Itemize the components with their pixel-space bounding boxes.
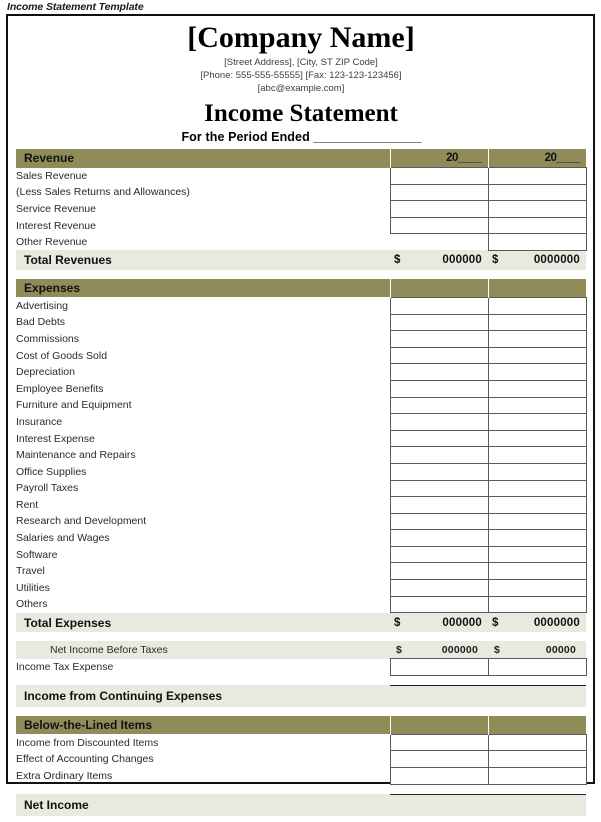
expense-item-label: Advertising xyxy=(16,299,68,312)
expense-item-10-year2-cell[interactable] xyxy=(488,463,586,480)
expense-item-1-year1-cell[interactable] xyxy=(390,314,488,331)
expenses-header-label: Expenses xyxy=(16,279,390,298)
spacer-cell xyxy=(16,707,390,716)
template-tag: Income Statement Template xyxy=(7,1,144,13)
document-inner xyxy=(16,16,586,822)
net-income-underline-row xyxy=(16,816,586,822)
expense-item-label: Insurance xyxy=(16,415,63,428)
expense-item-label: Employee Benefits xyxy=(16,382,104,395)
spacer-cell xyxy=(390,632,488,641)
period-ended-label: For the Period Ended xyxy=(181,130,310,144)
table-row xyxy=(16,331,586,348)
spacer-cell xyxy=(16,784,390,794)
table-row xyxy=(16,364,586,381)
expense-item-label: Maintenance and Repairs xyxy=(16,449,136,462)
net-income-year1 xyxy=(390,794,488,816)
below-the-line-header-year1 xyxy=(390,716,488,735)
spacer-row-with-rule xyxy=(16,675,586,685)
expense-item-label: Others xyxy=(16,598,48,611)
net-income-before-taxes-row xyxy=(16,641,586,659)
total-expenses-year1-value: 000000 xyxy=(442,616,482,629)
table-row xyxy=(16,768,586,785)
net-income-before-taxes-year2-value: 00000 xyxy=(545,643,576,656)
below-the-line-item-label: Income from Discounted Items xyxy=(16,736,159,749)
below-the-line-item-2-year2-cell[interactable] xyxy=(488,768,586,785)
total-revenues-row xyxy=(16,250,586,270)
table-row xyxy=(16,530,586,547)
revenue-item-label: Sales Revenue xyxy=(16,169,88,182)
table-row xyxy=(16,480,586,497)
expense-item-2-year1-cell[interactable] xyxy=(390,331,488,348)
net-income-before-taxes-year2 xyxy=(488,641,586,659)
spacer-row xyxy=(16,632,586,641)
expense-item-4-year2-cell[interactable] xyxy=(488,364,586,381)
income-tax-expense-year1-cell[interactable] xyxy=(390,659,488,676)
expense-item-16-year1-cell[interactable] xyxy=(390,563,488,580)
spacer-cell xyxy=(16,816,390,822)
period-ended-blank[interactable]: __________________ xyxy=(313,130,421,144)
revenue-section-header xyxy=(16,149,586,168)
total-expenses-year2-value: 0000000 xyxy=(533,616,580,629)
expense-item-12-year2-cell[interactable] xyxy=(488,497,586,514)
income-continuing-expenses-year1 xyxy=(390,685,488,707)
revenue-item-1-year1-cell[interactable] xyxy=(390,184,488,201)
expense-item-12-year1-cell[interactable] xyxy=(390,497,488,514)
expense-item-label: Depreciation xyxy=(16,366,75,379)
total-revenues-year1-value: 000000 xyxy=(442,254,482,267)
net-income-before-taxes-label: Net Income Before Taxes xyxy=(16,641,390,659)
revenue-item-label: Service Revenue xyxy=(16,202,96,215)
expense-item-15-year2-cell[interactable] xyxy=(488,546,586,563)
expense-item-7-year2-cell[interactable] xyxy=(488,414,586,431)
table-row xyxy=(16,463,586,480)
currency-symbol: $ xyxy=(492,254,499,267)
rule-cell xyxy=(488,784,586,794)
table-row xyxy=(16,168,586,185)
total-revenues-year2 xyxy=(488,250,586,270)
table-row xyxy=(16,546,586,563)
expense-item-8-year2-cell[interactable] xyxy=(488,430,586,447)
table-row xyxy=(16,430,586,447)
expense-item-label: Research and Development xyxy=(16,515,147,528)
income-continuing-expenses-label: Income from Continuing Expenses xyxy=(16,685,390,707)
expense-item-11-year2-cell[interactable] xyxy=(488,480,586,497)
income-continuing-expenses-year2 xyxy=(488,685,586,707)
rule-cell xyxy=(390,675,488,685)
currency-symbol: $ xyxy=(494,643,500,656)
net-income-before-taxes-year1-value: 000000 xyxy=(441,643,478,656)
expense-item-label: Software xyxy=(16,548,58,561)
expense-item-2-year2-cell[interactable] xyxy=(488,331,586,348)
spacer-cell xyxy=(390,270,488,279)
company-name: [Company Name] xyxy=(187,21,415,54)
expenses-header-year2 xyxy=(488,279,586,298)
currency-symbol: $ xyxy=(394,254,401,267)
below-the-line-section-header xyxy=(16,716,586,735)
company-email: [abc@example.com] xyxy=(257,83,345,94)
revenue-item-label: (Less Sales Returns and Allowances) xyxy=(16,186,190,199)
table-row xyxy=(16,596,586,613)
table-row xyxy=(16,563,586,580)
expense-item-label: Rent xyxy=(16,498,39,511)
income-tax-expense-label: Income Tax Expense xyxy=(16,661,114,674)
expense-item-13-year1-cell[interactable] xyxy=(390,513,488,530)
expense-item-18-year2-cell[interactable] xyxy=(488,596,586,613)
net-income-row xyxy=(16,794,586,816)
below-the-line-header-year2 xyxy=(488,716,586,735)
total-revenues-year1 xyxy=(390,250,488,270)
rule-cell xyxy=(488,816,586,822)
expenses-section-header xyxy=(16,279,586,298)
table-row xyxy=(16,397,586,414)
below-the-line-item-0-year2-cell[interactable] xyxy=(488,734,586,751)
expenses-header-year1 xyxy=(390,279,488,298)
expense-item-label: Salaries and Wages xyxy=(16,532,110,545)
revenue-item-2-year1-cell[interactable] xyxy=(390,201,488,218)
expense-item-label: Payroll Taxes xyxy=(16,482,79,495)
total-expenses-year2 xyxy=(488,613,586,633)
revenue-item-3-year1-cell[interactable] xyxy=(390,217,488,234)
spacer-cell xyxy=(390,707,488,716)
expense-item-label: Interest Expense xyxy=(16,432,95,445)
revenue-item-4-year1-cell[interactable] xyxy=(390,234,488,251)
table-row xyxy=(16,414,586,431)
table-row xyxy=(16,497,586,514)
table-row xyxy=(16,184,586,201)
total-revenues-year2-value: 0000000 xyxy=(533,254,580,267)
table-row xyxy=(16,659,586,676)
table-row xyxy=(16,580,586,597)
revenue-item-4-year2-cell[interactable] xyxy=(488,234,586,251)
below-the-line-item-1-year1-cell[interactable] xyxy=(390,751,488,768)
revenue-item-0-year1-cell[interactable] xyxy=(390,168,488,185)
expense-item-4-year1-cell[interactable] xyxy=(390,364,488,381)
expense-item-0-year2-cell[interactable] xyxy=(488,297,586,314)
spacer-row xyxy=(16,707,586,716)
table-row xyxy=(16,314,586,331)
spacer-cell xyxy=(488,632,586,641)
net-income-year2 xyxy=(488,794,586,816)
rule-cell xyxy=(390,816,488,822)
revenue-item-2-year2-cell[interactable] xyxy=(488,201,586,218)
expense-item-7-year1-cell[interactable] xyxy=(390,414,488,431)
total-revenues-label: Total Revenues xyxy=(16,250,390,270)
expense-item-0-year1-cell[interactable] xyxy=(390,297,488,314)
expense-item-3-year2-cell[interactable] xyxy=(488,347,586,364)
table-row xyxy=(16,201,586,218)
table-row xyxy=(16,513,586,530)
expense-item-label: Office Supplies xyxy=(16,465,87,478)
expense-item-label: Commissions xyxy=(16,332,80,345)
document-title: Income Statement xyxy=(204,100,398,127)
expense-item-label: Cost of Goods Sold xyxy=(16,349,108,362)
currency-symbol: $ xyxy=(396,643,402,656)
expense-item-6-year1-cell[interactable] xyxy=(390,397,488,414)
expense-item-9-year1-cell[interactable] xyxy=(390,447,488,464)
expense-item-10-year1-cell[interactable] xyxy=(390,463,488,480)
spacer-cell xyxy=(488,270,586,279)
income-continuing-expenses-row xyxy=(16,685,586,707)
below-the-line-item-1-year2-cell[interactable] xyxy=(488,751,586,768)
expense-item-18-year1-cell[interactable] xyxy=(390,596,488,613)
company-phone-fax: [Phone: 555-555-55555] [Fax: 123-123-123456] xyxy=(200,70,402,81)
revenue-item-3-year2-cell[interactable] xyxy=(488,217,586,234)
document-frame xyxy=(6,14,595,812)
expense-item-1-year2-cell[interactable] xyxy=(488,314,586,331)
column-header-year2: 20____ xyxy=(488,149,586,168)
below-the-line-item-2-year1-cell[interactable] xyxy=(390,768,488,785)
expense-item-5-year2-cell[interactable] xyxy=(488,380,586,397)
expense-item-15-year1-cell[interactable] xyxy=(390,546,488,563)
expense-item-17-year1-cell[interactable] xyxy=(390,580,488,597)
currency-symbol: $ xyxy=(492,616,499,629)
expense-item-13-year2-cell[interactable] xyxy=(488,513,586,530)
table-row xyxy=(16,297,586,314)
expense-item-11-year1-cell[interactable] xyxy=(390,480,488,497)
net-income-before-taxes-year1 xyxy=(390,641,488,659)
expense-item-8-year1-cell[interactable] xyxy=(390,430,488,447)
expense-item-label: Furniture and Equipment xyxy=(16,399,132,412)
spacer-row xyxy=(16,270,586,279)
period-ended-line xyxy=(16,129,586,145)
expense-item-17-year2-cell[interactable] xyxy=(488,580,586,597)
below-the-line-header-label: Below-the-Lined Items xyxy=(16,716,390,735)
revenue-item-0-year2-cell[interactable] xyxy=(488,168,586,185)
total-expenses-row xyxy=(16,613,586,633)
total-expenses-label: Total Expenses xyxy=(16,613,390,633)
below-the-line-item-label: Effect of Accounting Changes xyxy=(16,753,154,766)
table-row xyxy=(16,380,586,397)
revenue-header-label: Revenue xyxy=(16,149,390,168)
currency-symbol: $ xyxy=(394,616,401,629)
net-income-label: Net Income xyxy=(16,794,390,816)
expense-item-5-year1-cell[interactable] xyxy=(390,380,488,397)
expense-item-14-year2-cell[interactable] xyxy=(488,530,586,547)
table-row xyxy=(16,751,586,768)
expense-item-label: Utilities xyxy=(16,581,50,594)
expense-item-label: Bad Debts xyxy=(16,316,66,329)
table-row xyxy=(16,347,586,364)
spacer-cell xyxy=(488,707,586,716)
table-row xyxy=(16,447,586,464)
revenue-item-1-year2-cell[interactable] xyxy=(488,184,586,201)
table-row xyxy=(16,234,586,251)
table-row xyxy=(16,734,586,751)
total-expenses-year1 xyxy=(390,613,488,633)
table-row xyxy=(16,217,586,234)
rule-cell xyxy=(390,784,488,794)
company-address: [Street Address], [City, ST ZIP Code] xyxy=(224,57,378,68)
expense-item-16-year2-cell[interactable] xyxy=(488,563,586,580)
column-header-year1: 20____ xyxy=(390,149,488,168)
expense-item-3-year1-cell[interactable] xyxy=(390,347,488,364)
revenue-item-label: Interest Revenue xyxy=(16,219,96,232)
expense-item-14-year1-cell[interactable] xyxy=(390,530,488,547)
expense-item-label: Travel xyxy=(16,565,45,578)
expense-item-9-year2-cell[interactable] xyxy=(488,447,586,464)
spacer-cell xyxy=(16,270,390,279)
income-tax-expense-year2-cell[interactable] xyxy=(488,659,586,676)
rule-cell xyxy=(488,675,586,685)
below-the-line-item-label: Extra Ordinary Items xyxy=(16,769,113,782)
spacer-cell xyxy=(16,632,390,641)
spacer-row-with-rule xyxy=(16,784,586,794)
spacer-cell xyxy=(16,675,390,685)
revenue-item-label: Other Revenue xyxy=(16,236,88,249)
income-statement-table xyxy=(16,149,587,822)
below-the-line-item-0-year1-cell[interactable] xyxy=(390,734,488,751)
expense-item-6-year2-cell[interactable] xyxy=(488,397,586,414)
